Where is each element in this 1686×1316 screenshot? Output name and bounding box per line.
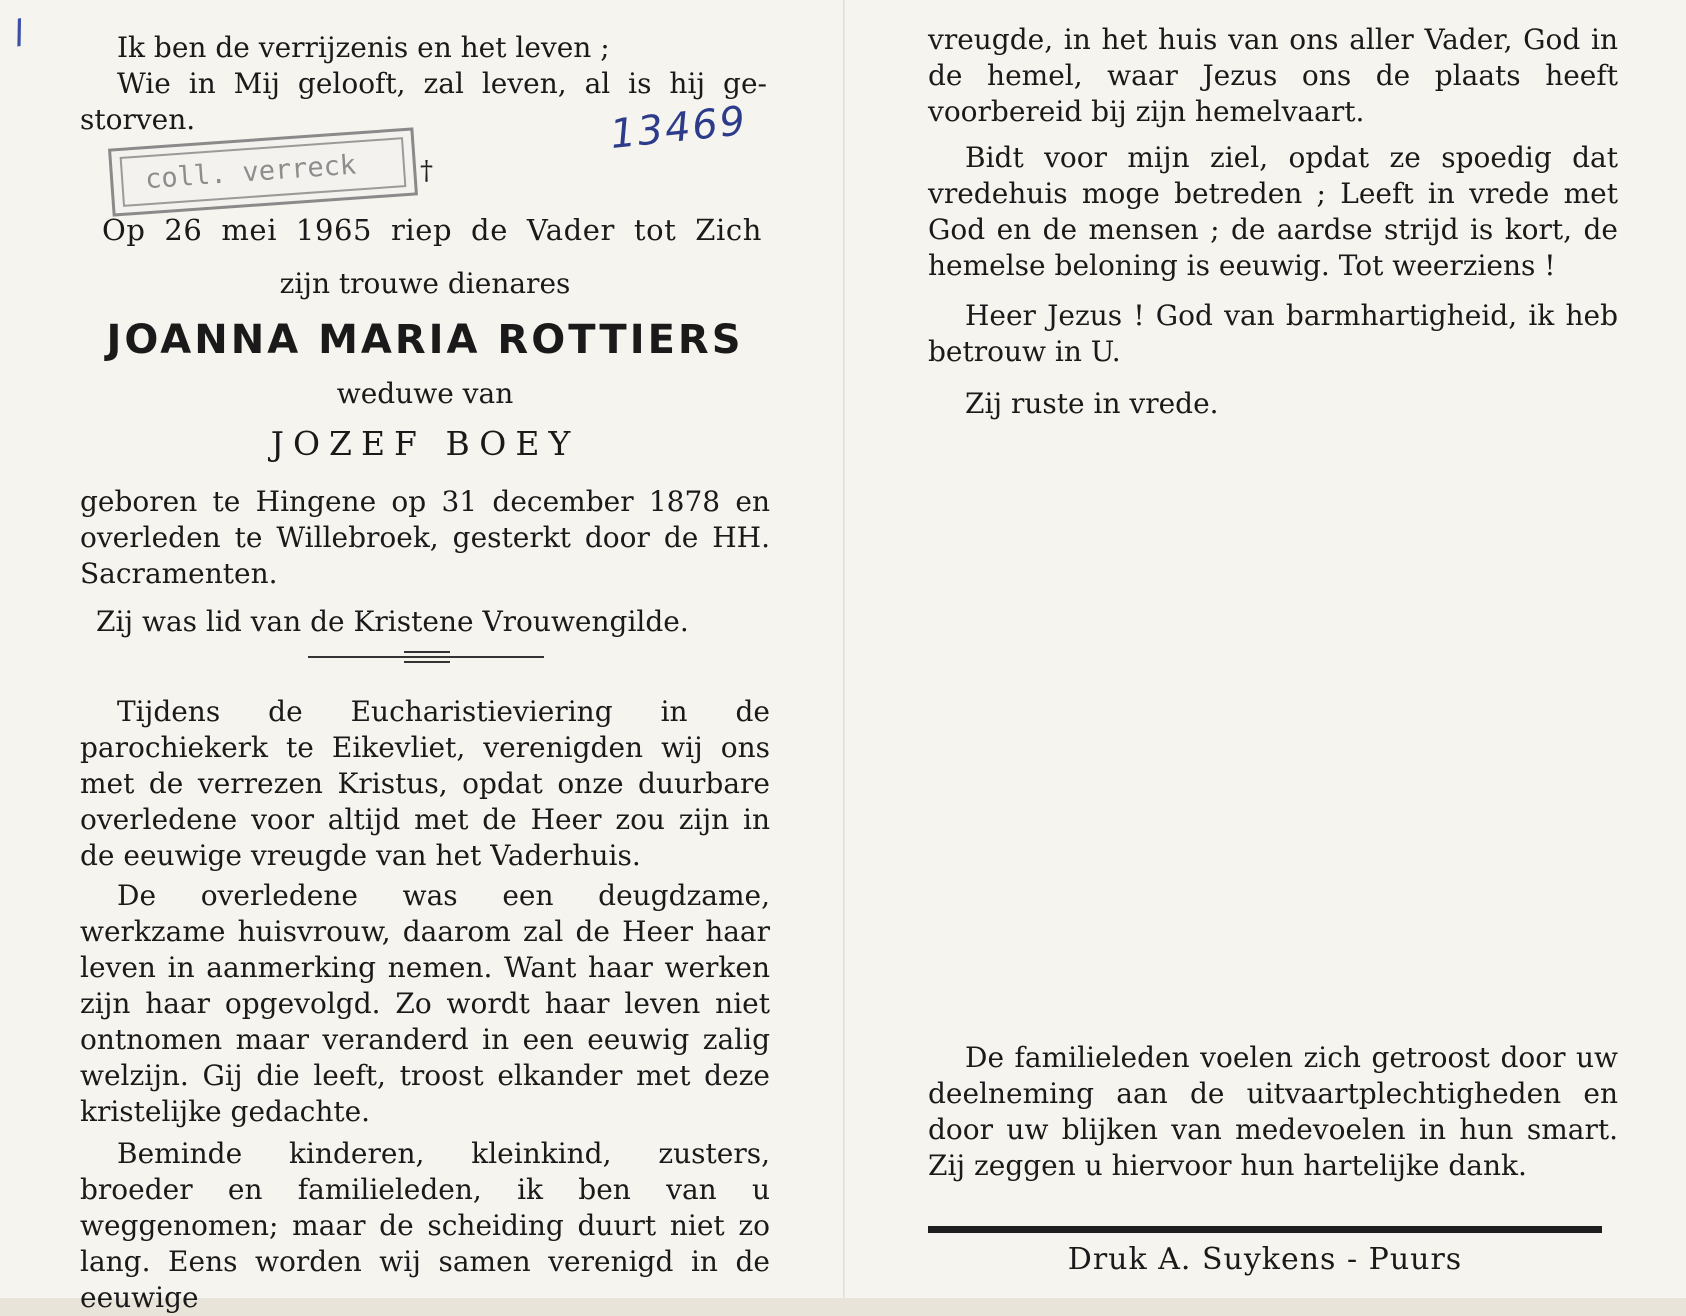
- family-thanks: De familieleden voelen zich getroost door uw deelneming aan de uitvaartplechtigheden en door uw blijken van medevoelen in hun smart. Zij zeggen u hiervoor hun hartelijke dank.: [928, 1041, 1618, 1182]
- paragraph-invocation: Heer Jezus ! God van barmhartigheid, ik heb betrouw in U.: [928, 299, 1618, 368]
- spouse-name: JOZEF BOEY: [270, 424, 580, 463]
- collection-stamp: [108, 127, 418, 216]
- handwritten-archive-number: 13469: [607, 97, 750, 159]
- divider-accent-top: [404, 651, 450, 653]
- footer-rule: [928, 1226, 1602, 1233]
- decorative-divider: [308, 654, 544, 660]
- printer-credit: Druk A. Suykens - Puurs: [1067, 1242, 1463, 1277]
- paragraph-virtues: De overledene was een deugdzame, werkzame huisvrouw, daarom zal de Heer haar leven in aanmerking nemen. Want haar werken zijn haar opgevolgd. Zo wordt haar leven niet ontnomen maar veranderd in een eeuwig zalig welzijn. Gij die leeft, troost elkander met deze kristelijke gedachte.: [80, 879, 770, 1128]
- divider-accent-bottom: [404, 661, 450, 663]
- verse-line-3: storven.: [80, 103, 196, 136]
- death-announcement: Op 26 mei 1965 riep de Vader tot Zich: [102, 213, 762, 247]
- handwritten-mark: l: [10, 13, 28, 56]
- cross-symbol: †: [420, 156, 433, 186]
- card-fold: [843, 0, 845, 1298]
- rest-in-peace: Zij ruste in vrede.: [965, 387, 1219, 420]
- deceased-name: JOANNA MARIA ROTTIERS: [106, 317, 744, 363]
- birth-death-text: geboren te Hingene op 31 december 1878 en overleden te Willebroek, gesterkt door de HH. Sacramenten.: [80, 485, 770, 590]
- widow-line: weduwe van: [336, 377, 514, 410]
- paragraph-eucharist: Tijdens de Eucharistieviering in de parochiekerk te Eikevliet, verenigden wij ons met de verrezen Kristus, opdat onze duurbare overledene voor altijd met de Heer zou zijn in de eeuwige vreugde van het Vaderhuis.: [80, 695, 770, 872]
- verse-line-1: Ik ben de verrijzenis en het leven ;: [117, 31, 610, 64]
- verse-line-2: Wie in Mij gelooft, zal leven, al is hij ge-: [117, 67, 767, 100]
- paragraph-prayer: Bidt voor mijn ziel, opdat ze spoedig dat vredehuis moge betreden ; Leeft in vrede met God en de mensen ; de aardse strijd is kort, de hemelse beloning is eeuwig. Tot weerziens !: [928, 141, 1618, 282]
- divider-line: [308, 656, 544, 658]
- paragraph-farewell: Beminde kinderen, kleinkind, zusters, broeder en familieleden, ik ben van u weggenomen; maar de scheiding duurt niet zo lang. Eens worden wij samen verenigd in de eeuwige: [80, 1137, 770, 1314]
- servant-line: zijn trouwe dienares: [279, 267, 571, 300]
- paragraph-continuation: vreugde, in het huis van ons aller Vader, God in de hemel, waar Jezus ons de plaats heeft voorbereid bij zijn hemelvaart.: [928, 23, 1618, 128]
- membership-text: Zij was lid van de Kristene Vrouwengilde.: [96, 605, 689, 638]
- stamp-text: coll. verreck: [120, 137, 407, 207]
